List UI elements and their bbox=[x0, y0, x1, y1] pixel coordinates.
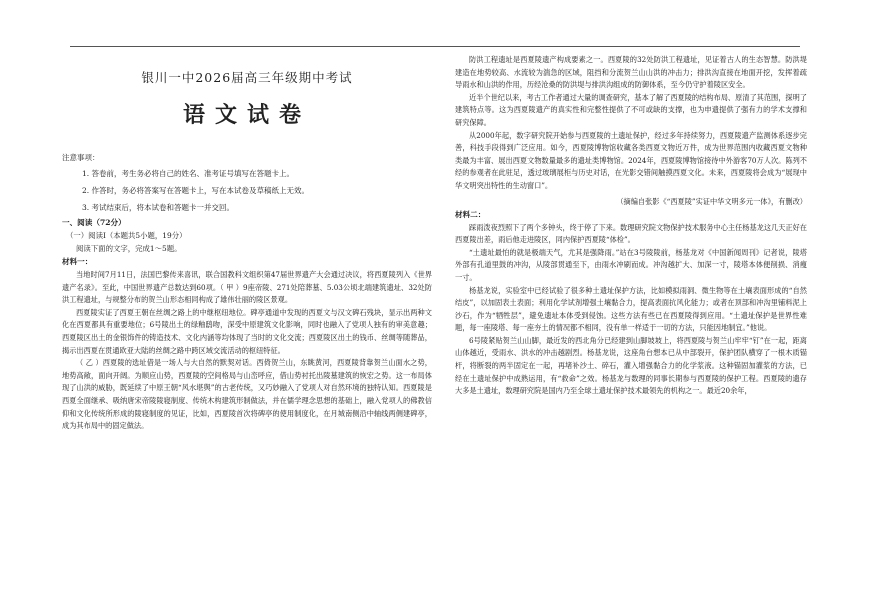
reading-instruction: 阅读下面的文字，完成1～5题。 bbox=[76, 244, 182, 253]
material-2-paragraph: 杨基龙说，实验室中已经试验了很多种土遗址保护方法，比如模拟雨洞、微生物等在土壤表面形成的“自然结皮”，以加固表土表面；利用化学试剂增强土壤黏合力，提高表面抗风化能力；或者在顶部和冲沟里铺料泥上沙石，作为“牺牲层”，避免遗址本体受到侵蚀。这些方法有些已在西夏陵得到应用。“土遗址保护是世界性难题，每一座陵塔、每一座夯土的情况都不相同，没有单一样适于一切的方法，只能因地制宜。”他说。 bbox=[455, 285, 807, 333]
subject-title: 语文试卷 bbox=[182, 102, 311, 128]
material-1-paragraph: （ 乙 ）西夏陵的选址借是一场人与大自然的默契对话。西倚贺兰山，东眺黄河，西夏陵背靠贺兰山面水之势，地势高敞，面向开阔。为顺应山势，西夏陵的空间格局与山峦呼应，借山势衬托出陵墓建筑的恢宏之势。这一布局体现了山洪的威胁，既延续了中原王朝“风水堪舆”的古老传统，又巧妙融入了党项人对自然环境的独特认知。西夏陵是西夏全面继承、吸纳唐宋帝陵陵寝制度、传统木构建筑形制做法，并在儒学理念思想的基础上，融入党项人的佛教信仰和文化传统所形成的陵寝制度的见证，比如，西夏陵首次将碑亭的使用制度化，在月城南侧沿中轴线两侧建碑亭，成为其布局中的固定做法。 bbox=[62, 358, 432, 431]
material-1-continued-paragraph: 防洪工程遗址是西夏陵遗产构成要素之一。西夏陵的32处防洪工程遗址，见证着古人的生态智慧。防洪堤建造在地势较高、水流较为湍急的区域，阻挡和分流贺兰山山洪的冲击力；排洪沟直接在地面开挖，发挥着疏导雨水和山洪的作用，历经沧桑的防洪堤与排洪沟组成的防御体系，至今仍守护着陵区安全。 bbox=[455, 55, 807, 90]
material-1-paragraph: 当地时间7月11日，法国巴黎传来喜讯，联合国教科文组织第47届世界遗产大会通过决议，将西夏陵列入《世界遗产名录》。至此，中国世界遗产总数达到60项。（ 甲 ）9座帝陵、271处陪葬墓、5.03公顷北端建筑遗址、32处防洪工程遗址，与规整分布的贺兰山形态相同构成了雄伟壮丽的陵区景观。 bbox=[62, 270, 432, 305]
material-1-label: 材料一： bbox=[62, 257, 93, 266]
section-heading: 一、阅读（72分） bbox=[62, 218, 126, 227]
material-2-paragraph: 踩雨泼夜烈照下了两个多钟头，终于停了下来。数理研究院文物保护技术服务中心主任杨基龙这几天正好在西夏陵出差，雨后他走进陵区，同内保护西夏陵“体检”。 bbox=[455, 222, 807, 245]
note-item-2: 2. 作答时，务必将答案写在答题卡上，写在本试卷及草稿纸上无效。 bbox=[82, 186, 310, 195]
sub-section-heading: （一）阅读Ⅰ（本题共5小题，19分） bbox=[66, 231, 187, 240]
right-column bbox=[455, 54, 807, 398]
exam-title: 银川一中2026届高三年级期中考试 bbox=[141, 70, 353, 85]
material-1-source: （摘编自张影《“西夏陵”实证中华文明多元一体》，有删改） bbox=[616, 196, 807, 206]
material-1-paragraph: 西夏陵实证了西夏王朝在丝绸之路上的中继枢纽地位。碑亭通道中发现的西夏文与汉文碑石残块，显示出两种文化在西夏都具有重要地位；6号陵出土的绿釉鸱吻，深受中原建筑文化影响，同时也融入了党项人独有的审美意趣；西夏陵区出土的金银饰件的铸造技术、文化内涵等均体现了当时的文化交流；西夏陵区出土的钱币、丝绸等随葬品，揭示出西夏在贯通欧亚大陆的丝绸之路中跨区域交流活动的枢纽特征。 bbox=[62, 307, 432, 355]
material-1-continued-paragraph: 近半个世纪以来，考古工作者通过大量的调查研究，基本了解了西夏陵的结构布局、原清了其范围，探明了建筑特点等。这为西夏陵遗产的真实性和完整性提供了不可或缺的支撑，也为申遗提供了强有力的学术支撑和研究保障。 bbox=[455, 92, 807, 127]
left-column bbox=[62, 54, 432, 433]
note-item-3: 3. 考试结束后，将本试卷和答题卡一并交回。 bbox=[82, 203, 235, 212]
material-2-paragraph: 6号陵紧贴贺兰山山脚，最近发的西北角分已经建到山脚坡坡上，将西夏陵与贺兰山牢牢“钉”在一起，距离山体越近，受雨水、洪水的冲击越剧烈。杨基龙说，这座角台想本已从中部裂开，保护团队横穿了一根木质锚杆，将断裂的两半固定在一起，再堵补沙土、碎石，灌入增强黏合力的化学浆液。这种锚固加灌浆的方法，已经在土遗址保护中成熟运用，有“救命”之效。杨基龙与数理的同事长期参与西夏陵的保护工程。西夏陵的遗存大多是土遗址，数理研究院是国内乃至全球土遗址保护技术最领先的机构之一。最近20余年， bbox=[455, 335, 807, 396]
top-rule bbox=[70, 46, 800, 47]
material-2-label: 材料二： bbox=[455, 209, 486, 219]
material-2-paragraph: “土遗址最怕的就是极端天气，尤其是强降雨。”站在3号陵陵前，杨基龙对《中国新闻周刊》记者说，陵塔外部有孔道里鼓的冲沟，从陵部贯通至下，由雨水冲刷而成。冲沟越扩大、加深一寸，陵塔本体便削损、消瘦一寸。 bbox=[455, 247, 807, 282]
material-1-continued-paragraph: 从2000年起，数字研究院开始参与西夏陵的土遗址保护，经过多年持续努力，西夏陵遗产监测体系逐步完善，科技手段得到广泛应用。如今，西夏陵博物馆收藏各类西夏文物近万件，成为世界范围内收藏西夏文物种类最为丰富、展出西夏文物数量最多的遗址类博物馆。2024年，西夏陵博物馆接待中外游客70万人次。陈列不经的参观者在此驻足，透过玻璃展柜与历史对话，在光影交错间触摸西夏文化。未来，西夏陵将会成为“展现中华文明突出特性的生动窗口”。 bbox=[455, 130, 807, 190]
notes-heading: 注意事项： bbox=[62, 153, 100, 162]
note-item-1: 1. 答卷前，考生务必将自己的姓名、准考证号填写在答题卡上。 bbox=[82, 169, 295, 178]
